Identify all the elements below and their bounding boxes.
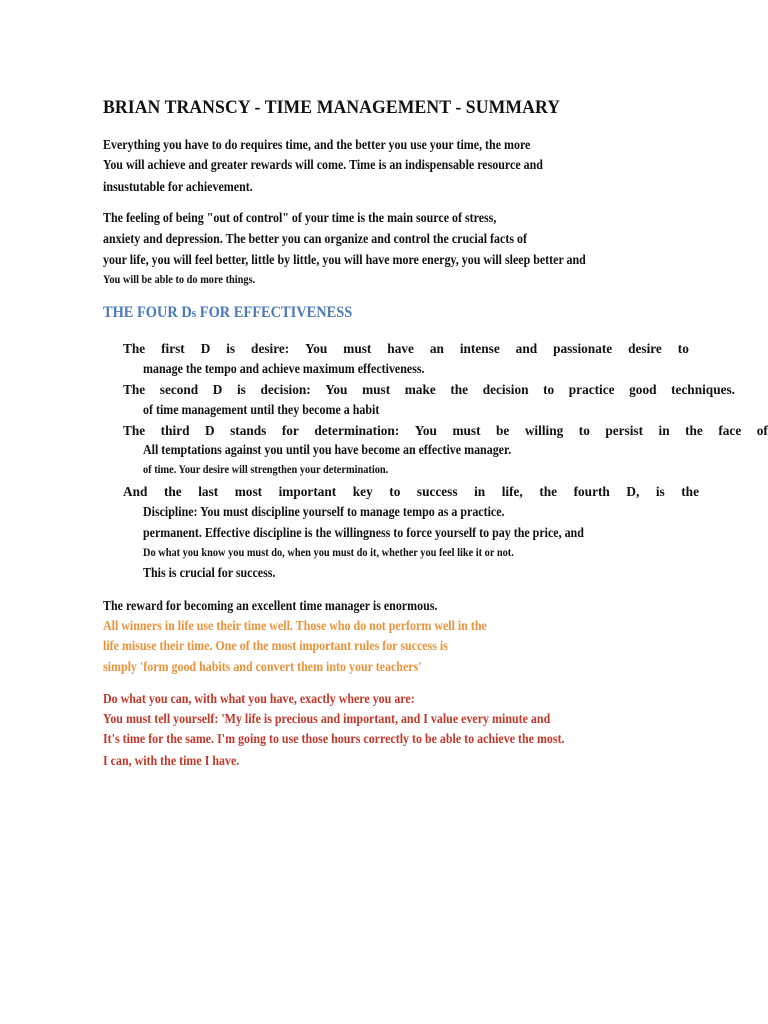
closing-line-3: It's time for the same. I'm going to use those hours correctly to be able to achieve the most. — [103, 731, 565, 746]
section-heading-main: THE FOUR D — [103, 304, 192, 321]
word: of — [756, 423, 768, 438]
intro-p1-line-2: You will achieve and greater rewards will come. Time is an indispensable resource and — [103, 157, 543, 172]
word: to — [543, 382, 555, 397]
word: persist — [605, 423, 644, 438]
word: make — [404, 382, 436, 397]
word: is — [236, 382, 246, 397]
section-heading-small: s — [191, 306, 197, 320]
second-d-line — [123, 382, 735, 398]
word: is — [655, 484, 665, 499]
word: You — [414, 423, 437, 438]
word: D — [212, 382, 223, 397]
word: decision: — [260, 382, 311, 397]
word: The — [123, 423, 146, 438]
document-title: BRIAN TRANSCY - TIME MANAGEMENT - SUMMARY — [103, 97, 561, 118]
word: D — [200, 341, 211, 356]
word: to — [677, 341, 689, 356]
third-d-cont-2: of time. Your desire will strengthen your determination. — [143, 464, 389, 476]
word: the — [539, 484, 558, 499]
third-d-line — [123, 423, 768, 439]
word: must — [343, 341, 372, 356]
intro-p1-line-1: Everything you have to do requires time, and the better you use your time, the more — [103, 137, 531, 152]
intro-p2-line-3: your life, you will feel better, little by little, you will have more energy, you will sleep better and — [103, 252, 586, 267]
word: success — [416, 484, 458, 499]
word: be — [496, 423, 510, 438]
word: D — [205, 423, 215, 438]
intro-p2-line-2: anxiety and depression. The better you can organize and control the crucial facts of — [103, 231, 527, 246]
second-d-cont-1: of time management until they become a habit — [143, 402, 380, 417]
word: second — [159, 382, 199, 397]
word: intense — [459, 341, 500, 356]
word: the — [685, 423, 703, 438]
word: most — [234, 484, 263, 499]
closing-line-4: I can, with the time I have. — [103, 753, 240, 768]
word: the — [450, 382, 469, 397]
fourth-d-cont-4: This is crucial for success. — [143, 565, 276, 580]
word: the — [681, 484, 699, 499]
word: last — [198, 484, 219, 499]
word: And — [123, 484, 148, 499]
word: third — [160, 423, 190, 438]
word: willing — [524, 423, 564, 438]
word: desire — [628, 341, 662, 356]
word: passionate — [553, 341, 613, 356]
word: in — [474, 484, 486, 499]
closing-line-2: You must tell yourself: 'My life is precious and important, and I value every minute and — [103, 711, 551, 726]
word: in — [658, 423, 670, 438]
word: an — [429, 341, 444, 356]
word: The — [123, 382, 146, 397]
word: decision — [482, 382, 529, 397]
first-d-line — [123, 341, 689, 357]
word: must — [362, 382, 391, 397]
word: desire: — [251, 341, 290, 356]
word: fourth — [573, 484, 610, 499]
word: the — [163, 484, 182, 499]
fourth-d-cont-1: Discipline: You must discipline yourself to manage tempo as a practice. — [143, 504, 505, 519]
word: The — [123, 341, 146, 356]
section-heading — [103, 304, 352, 322]
word: first — [161, 341, 185, 356]
word: D, — [626, 484, 640, 499]
word: face — [718, 423, 742, 438]
closing-line-1: Do what you can, with what you have, exactly where you are: — [103, 691, 415, 706]
intro-p2-line-1: The feeling of being "out of control" of your time is the main source of stress, — [103, 210, 497, 225]
section-heading-rest: FOR EFFECTIVENESS — [196, 304, 353, 321]
word: and — [515, 341, 538, 356]
word: determination: — [314, 423, 400, 438]
third-d-cont-1: All temptations against you until you have become an effective manager. — [143, 442, 512, 457]
word: practice — [568, 382, 615, 397]
intro-p1-line-3: insustutable for achievement. — [103, 179, 253, 194]
word: techniques. — [671, 382, 735, 397]
word: You — [305, 341, 328, 356]
reward-orange-line-3: simply 'form good habits and convert them into your teachers' — [103, 659, 422, 674]
fourth-d-cont-3: Do what you know you must do, when you must do it, whether you feel like it or not. — [143, 547, 514, 559]
word: is — [226, 341, 236, 356]
word: for — [281, 423, 299, 438]
reward-orange-line-2: life misuse their time. One of the most important rules for success is — [103, 638, 448, 653]
word: life, — [501, 484, 523, 499]
reward-line: The reward for becoming an excellent time manager is enormous. — [103, 598, 438, 613]
word: important — [278, 484, 337, 499]
fourth-d-line — [123, 484, 699, 500]
word: to — [578, 423, 590, 438]
word: good — [629, 382, 657, 397]
word: have — [387, 341, 414, 356]
word: key — [352, 484, 373, 499]
word: must — [452, 423, 481, 438]
word: to — [389, 484, 401, 499]
first-d-cont-1: manage the tempo and achieve maximum effectiveness. — [143, 361, 425, 376]
word: stands — [230, 423, 267, 438]
intro-p2-line-4: You will be able to do more things. — [103, 274, 256, 286]
word: You — [325, 382, 348, 397]
fourth-d-cont-2: permanent. Effective discipline is the willingness to force yourself to pay the price, and — [143, 525, 584, 540]
reward-orange-line-1: All winners in life use their time well. Those who do not perform well in the — [103, 618, 487, 633]
